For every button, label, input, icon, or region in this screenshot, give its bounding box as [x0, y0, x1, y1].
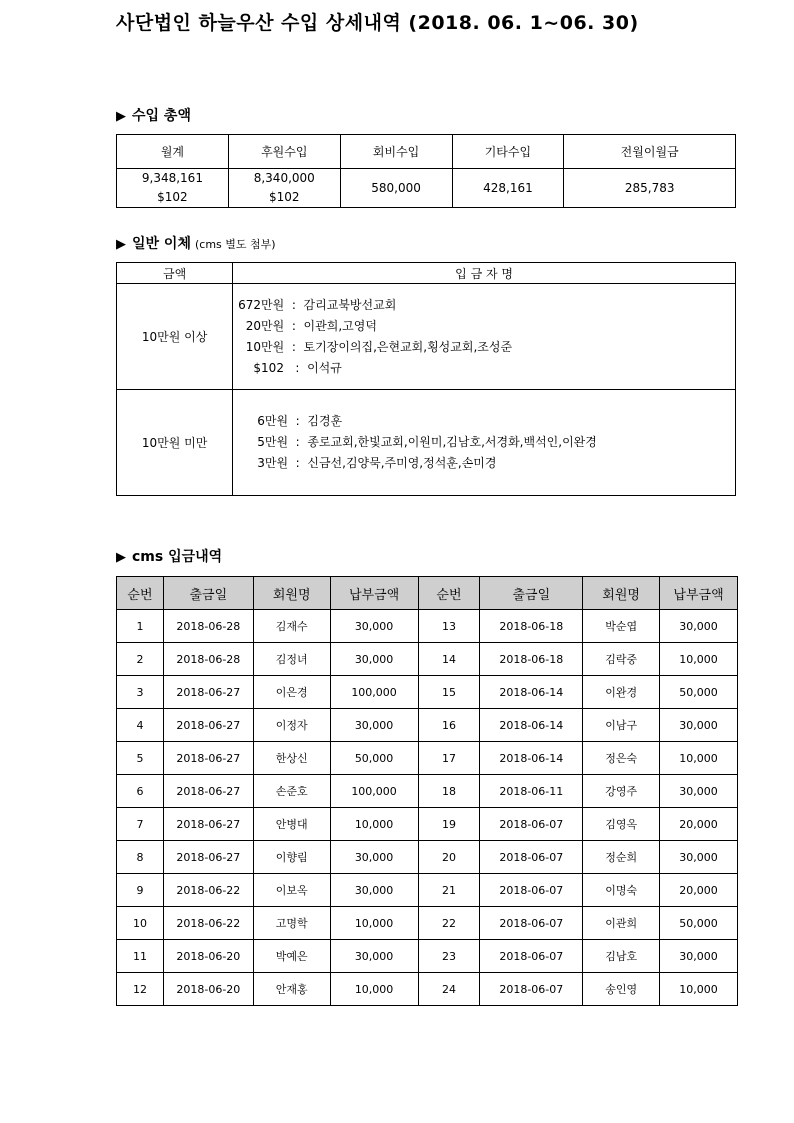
cms-amount-cell: 50,000	[660, 907, 738, 940]
cms-seq-cell: 21	[418, 874, 480, 907]
general-heading	[116, 233, 276, 253]
cms-date-cell: 2018-06-22	[163, 907, 253, 940]
general-heading-text: 일반 이체	[132, 236, 191, 252]
cms-seq-cell: 12	[117, 973, 164, 1006]
cms-header-cell: 출금일	[163, 577, 253, 610]
summary-other-cell: 428,161	[452, 169, 564, 208]
cms-date-cell: 2018-06-20	[163, 973, 253, 1006]
cms-member-cell: 이향림	[253, 841, 330, 874]
table-row	[117, 676, 738, 709]
general-under-line: 5만원 : 종로교회,한빛교회,이원미,김남호,서경화,백석인,이완경	[238, 435, 597, 449]
cms-member-cell: 박순엽	[583, 610, 660, 643]
cms-member-cell: 이남구	[583, 709, 660, 742]
cms-seq-cell: 19	[418, 808, 480, 841]
cms-member-cell: 안재홍	[253, 973, 330, 1006]
cms-seq-cell: 18	[418, 775, 480, 808]
cms-member-cell: 이완경	[583, 676, 660, 709]
cms-member-cell: 송인영	[583, 973, 660, 1006]
cms-member-cell: 이관희	[583, 907, 660, 940]
general-header-row	[117, 263, 736, 284]
table-row	[117, 907, 738, 940]
general-over-row	[117, 284, 736, 390]
summary-header-cell: 기타수입	[452, 135, 564, 169]
cms-date-cell: 2018-06-18	[480, 610, 583, 643]
cms-seq-cell: 2	[117, 643, 164, 676]
cms-amount-cell: 30,000	[330, 841, 418, 874]
cms-seq-cell: 23	[418, 940, 480, 973]
cms-member-cell: 김남호	[583, 940, 660, 973]
cms-date-cell: 2018-06-27	[163, 775, 253, 808]
cms-member-cell: 김정녀	[253, 643, 330, 676]
general-depositor-header: 입 금 자 명	[233, 263, 736, 284]
table-row	[117, 610, 738, 643]
cms-date-cell: 2018-06-27	[163, 841, 253, 874]
cms-date-cell: 2018-06-07	[480, 940, 583, 973]
general-under-list	[233, 390, 736, 496]
cms-seq-cell: 13	[418, 610, 480, 643]
cms-date-cell: 2018-06-27	[163, 742, 253, 775]
cms-header-cell: 회원명	[583, 577, 660, 610]
cms-seq-cell: 6	[117, 775, 164, 808]
cms-seq-cell: 5	[117, 742, 164, 775]
cms-header-cell: 출금일	[480, 577, 583, 610]
general-under-line: 6만원 : 김경훈	[238, 414, 343, 428]
cms-amount-cell: 10,000	[330, 973, 418, 1006]
cms-amount-cell: 30,000	[660, 841, 738, 874]
summary-carryover-cell: 285,783	[564, 169, 736, 208]
cms-header-cell: 납부금액	[660, 577, 738, 610]
general-under-row	[117, 390, 736, 496]
summary-membership-cell: 580,000	[340, 169, 452, 208]
cms-seq-cell: 8	[117, 841, 164, 874]
table-row	[117, 808, 738, 841]
table-row	[117, 874, 738, 907]
summary-header-cell: 전월이월금	[564, 135, 736, 169]
summary-table	[116, 134, 736, 208]
summary-header-cell: 후원수입	[228, 135, 340, 169]
cms-member-cell: 안병대	[253, 808, 330, 841]
cms-seq-cell: 11	[117, 940, 164, 973]
cms-member-cell: 정은숙	[583, 742, 660, 775]
triangle-right-icon: ▶	[116, 550, 126, 565]
summary-value-row	[117, 169, 736, 208]
cms-date-cell: 2018-06-27	[163, 709, 253, 742]
general-under-label: 10만원 미만	[117, 390, 233, 496]
cms-date-cell: 2018-06-28	[163, 643, 253, 676]
cms-amount-cell: 30,000	[330, 874, 418, 907]
cms-date-cell: 2018-06-27	[163, 676, 253, 709]
cms-member-cell: 박예은	[253, 940, 330, 973]
cms-member-cell: 손준호	[253, 775, 330, 808]
cms-header-cell: 납부금액	[330, 577, 418, 610]
table-row	[117, 742, 738, 775]
cms-amount-cell: 50,000	[660, 676, 738, 709]
cms-date-cell: 2018-06-28	[163, 610, 253, 643]
table-row	[117, 775, 738, 808]
summary-heading	[116, 105, 191, 125]
cms-amount-cell: 30,000	[660, 709, 738, 742]
cms-table	[116, 576, 738, 1006]
cms-amount-cell: 100,000	[330, 775, 418, 808]
summary-total-krw: 9,348,161	[141, 171, 203, 185]
summary-header-cell: 회비수입	[340, 135, 452, 169]
cms-seq-cell: 14	[418, 643, 480, 676]
cms-member-cell: 강영주	[583, 775, 660, 808]
cms-date-cell: 2018-06-07	[480, 973, 583, 1006]
cms-member-cell: 이은경	[253, 676, 330, 709]
cms-date-cell: 2018-06-14	[480, 709, 583, 742]
general-under-line: 3만원 : 신금선,김양묵,주미영,정석훈,손미경	[238, 456, 497, 470]
cms-amount-cell: 10,000	[660, 742, 738, 775]
cms-date-cell: 2018-06-14	[480, 742, 583, 775]
cms-member-cell: 김재수	[253, 610, 330, 643]
cms-amount-cell: 30,000	[660, 610, 738, 643]
summary-donation-cell	[228, 169, 340, 208]
cms-heading-text: cms 입금내역	[132, 549, 223, 565]
cms-member-cell: 이보옥	[253, 874, 330, 907]
table-row	[117, 709, 738, 742]
cms-header-cell: 순번	[418, 577, 480, 610]
cms-amount-cell: 10,000	[660, 643, 738, 676]
table-row	[117, 940, 738, 973]
cms-amount-cell: 30,000	[660, 940, 738, 973]
cms-amount-cell: 10,000	[330, 907, 418, 940]
general-over-label: 10만원 이상	[117, 284, 233, 390]
cms-heading	[116, 546, 222, 566]
cms-date-cell: 2018-06-07	[480, 907, 583, 940]
page-title: 사단법인 하늘우산 수입 상세내역 (2018. 06. 1~06. 30)	[116, 12, 639, 34]
cms-amount-cell: 30,000	[330, 940, 418, 973]
cms-amount-cell: 30,000	[330, 709, 418, 742]
table-row	[117, 841, 738, 874]
cms-amount-cell: 100,000	[330, 676, 418, 709]
summary-header-cell: 월계	[117, 135, 229, 169]
cms-seq-cell: 10	[117, 907, 164, 940]
cms-seq-cell: 20	[418, 841, 480, 874]
cms-seq-cell: 7	[117, 808, 164, 841]
cms-date-cell: 2018-06-22	[163, 874, 253, 907]
general-over-line: 672만원 : 감리교북방선교회	[238, 297, 397, 312]
general-over-line: $102 : 이석규	[238, 360, 342, 375]
cms-date-cell: 2018-06-07	[480, 874, 583, 907]
summary-donation-usd: $102	[268, 190, 300, 204]
cms-seq-cell: 22	[418, 907, 480, 940]
cms-amount-cell: 10,000	[660, 973, 738, 1006]
general-heading-note: (cms 별도 첨부)	[194, 238, 276, 251]
summary-total-usd: $102	[157, 190, 188, 204]
cms-date-cell: 2018-06-20	[163, 940, 253, 973]
cms-seq-cell: 3	[117, 676, 164, 709]
general-over-line: 20만원 : 이관희,고영덕	[238, 318, 377, 333]
general-amount-header: 금액	[117, 263, 233, 284]
cms-amount-cell: 20,000	[660, 874, 738, 907]
general-over-list	[233, 284, 736, 390]
cms-seq-cell: 16	[418, 709, 480, 742]
cms-member-cell: 한상신	[253, 742, 330, 775]
general-over-line: 10만원 : 토기장이의집,은현교회,횡성교회,조성준	[238, 339, 513, 354]
cms-amount-cell: 10,000	[330, 808, 418, 841]
summary-donation-krw: 8,340,000	[253, 171, 315, 185]
cms-seq-cell: 4	[117, 709, 164, 742]
cms-seq-cell: 15	[418, 676, 480, 709]
cms-header-row	[117, 577, 738, 610]
cms-date-cell: 2018-06-07	[480, 808, 583, 841]
cms-amount-cell: 50,000	[330, 742, 418, 775]
summary-header-row	[117, 135, 736, 169]
cms-header-cell: 순번	[117, 577, 164, 610]
triangle-right-icon: ▶	[116, 109, 126, 124]
cms-date-cell: 2018-06-11	[480, 775, 583, 808]
cms-date-cell: 2018-06-27	[163, 808, 253, 841]
cms-amount-cell: 30,000	[330, 610, 418, 643]
general-transfer-table	[116, 262, 736, 496]
cms-date-cell: 2018-06-18	[480, 643, 583, 676]
cms-seq-cell: 9	[117, 874, 164, 907]
table-row	[117, 973, 738, 1006]
cms-member-cell: 김락중	[583, 643, 660, 676]
cms-date-cell: 2018-06-07	[480, 841, 583, 874]
cms-member-cell: 정순희	[583, 841, 660, 874]
table-row	[117, 643, 738, 676]
cms-date-cell: 2018-06-14	[480, 676, 583, 709]
cms-member-cell: 김영옥	[583, 808, 660, 841]
cms-header-cell: 회원명	[253, 577, 330, 610]
summary-heading-text: 수입 총액	[132, 108, 191, 124]
cms-member-cell: 이명숙	[583, 874, 660, 907]
cms-seq-cell: 17	[418, 742, 480, 775]
cms-amount-cell: 20,000	[660, 808, 738, 841]
cms-seq-cell: 1	[117, 610, 164, 643]
triangle-right-icon: ▶	[116, 237, 126, 252]
cms-seq-cell: 24	[418, 973, 480, 1006]
cms-member-cell: 이정자	[253, 709, 330, 742]
cms-amount-cell: 30,000	[330, 643, 418, 676]
cms-table-body	[117, 610, 738, 1006]
cms-amount-cell: 30,000	[660, 775, 738, 808]
cms-member-cell: 고명학	[253, 907, 330, 940]
summary-total-cell	[117, 169, 229, 208]
